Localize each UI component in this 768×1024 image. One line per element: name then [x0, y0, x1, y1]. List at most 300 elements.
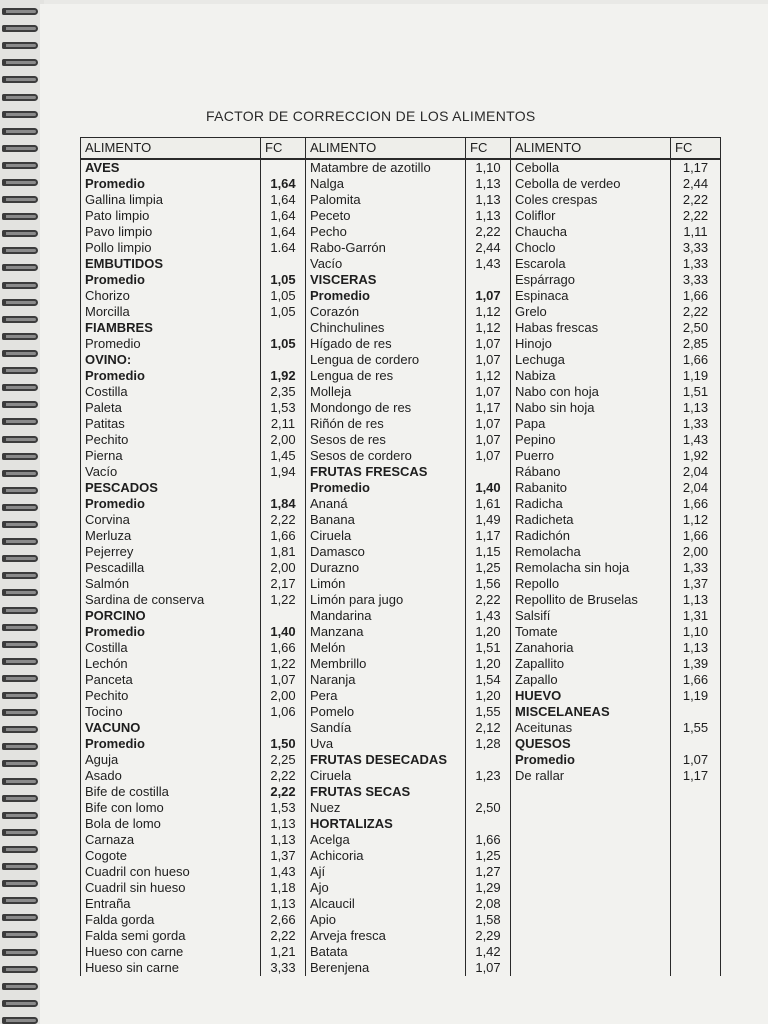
table-row — [81, 640, 721, 656]
food-name: Entraña — [81, 896, 261, 912]
food-name: Panceta — [81, 672, 261, 688]
table-row — [81, 816, 721, 832]
food-name: Promedio — [81, 624, 261, 640]
food-name: Hueso sin carne — [81, 960, 261, 976]
food-name: Carnaza — [81, 832, 261, 848]
page-title: FACTOR DE CORRECCION DE LOS ALIMENTOS — [206, 108, 536, 124]
spiral-ring — [2, 521, 38, 528]
food-name — [511, 896, 671, 912]
food-name: Hinojo — [511, 336, 671, 352]
fc-value: 2,22 — [671, 208, 721, 224]
food-name: Pejerrey — [81, 544, 261, 560]
correction-factor-table — [80, 137, 721, 976]
food-name: Chorizo — [81, 288, 261, 304]
fc-value — [671, 832, 721, 848]
spiral-ring — [2, 76, 38, 83]
fc-value: 1,49 — [466, 512, 511, 528]
food-name — [511, 960, 671, 976]
fc-value: 2,85 — [671, 336, 721, 352]
fc-value: 1,64 — [261, 208, 306, 224]
food-name: Hueso con carne — [81, 944, 261, 960]
food-name: Choclo — [511, 240, 671, 256]
food-name: AVES — [81, 159, 261, 176]
spiral-ring — [2, 692, 38, 699]
spiral-ring — [2, 8, 38, 15]
fc-value: 1,55 — [466, 704, 511, 720]
food-name: Uva — [306, 736, 466, 752]
spiral-ring — [2, 418, 38, 425]
food-name: Costilla — [81, 640, 261, 656]
food-name: Ciruela — [306, 528, 466, 544]
table-row — [81, 416, 721, 432]
table-row — [81, 256, 721, 272]
food-name: PESCADOS — [81, 480, 261, 496]
fc-value: 1,43 — [671, 432, 721, 448]
fc-value: 1,25 — [466, 848, 511, 864]
food-name: Pepino — [511, 432, 671, 448]
food-name: Cuadril sin hueso — [81, 880, 261, 896]
food-name: Ají — [306, 864, 466, 880]
fc-value — [261, 256, 306, 272]
food-name: Promedio — [81, 368, 261, 384]
fc-value — [671, 704, 721, 720]
table-row — [81, 576, 721, 592]
fc-value: 1,13 — [671, 640, 721, 656]
food-name: Falda semi gorda — [81, 928, 261, 944]
fc-value: 1,13 — [671, 592, 721, 608]
spiral-ring — [2, 128, 38, 135]
fc-value: 1,13 — [671, 400, 721, 416]
food-name: HORTALIZAS — [306, 816, 466, 832]
food-name: Aguja — [81, 752, 261, 768]
food-name: Cebolla — [511, 159, 671, 176]
table-row — [81, 304, 721, 320]
fc-value: 2,35 — [261, 384, 306, 400]
spiral-ring — [2, 25, 38, 32]
food-name: Radicha — [511, 496, 671, 512]
spiral-ring — [2, 624, 38, 631]
table-row — [81, 288, 721, 304]
fc-value: 1,53 — [261, 800, 306, 816]
fc-value: 1,64 — [261, 176, 306, 192]
fc-value: 2,00 — [261, 560, 306, 576]
spiral-ring — [2, 196, 38, 203]
fc-value: 1,12 — [671, 512, 721, 528]
spiral-ring — [2, 760, 38, 767]
fc-value: 1,11 — [671, 224, 721, 240]
spiral-ring — [2, 829, 38, 836]
table-row — [81, 159, 721, 176]
fc-value: 2,11 — [261, 416, 306, 432]
food-name: Nuez — [306, 800, 466, 816]
food-name: VACUNO — [81, 720, 261, 736]
food-name: Vacío — [81, 464, 261, 480]
fc-value: 1,17 — [671, 768, 721, 784]
table-row — [81, 432, 721, 448]
table-row — [81, 784, 721, 800]
food-name: Sandía — [306, 720, 466, 736]
spiral-ring — [2, 555, 38, 562]
food-name: Escarola — [511, 256, 671, 272]
food-name: Pechito — [81, 432, 261, 448]
fc-value — [466, 784, 511, 800]
food-name: Lengua de cordero — [306, 352, 466, 368]
fc-value: 2,50 — [671, 320, 721, 336]
fc-value: 1,20 — [466, 688, 511, 704]
fc-value: 1,13 — [466, 176, 511, 192]
fc-value: 1,19 — [671, 688, 721, 704]
food-name: Falda gorda — [81, 912, 261, 928]
food-name — [511, 880, 671, 896]
fc-value: 1,12 — [466, 320, 511, 336]
food-name: Acelga — [306, 832, 466, 848]
fc-value: 1,29 — [466, 880, 511, 896]
table-row — [81, 224, 721, 240]
food-name: Nabo sin hoja — [511, 400, 671, 416]
food-name: Cogote — [81, 848, 261, 864]
table-row — [81, 192, 721, 208]
fc-value: 1,05 — [261, 304, 306, 320]
spiral-ring — [2, 709, 38, 716]
food-name: Palomita — [306, 192, 466, 208]
fc-value: 2,29 — [466, 928, 511, 944]
food-name: Lechuga — [511, 352, 671, 368]
table-row — [81, 352, 721, 368]
food-name: Promedio — [81, 336, 261, 352]
table-row — [81, 560, 721, 576]
spiral-ring — [2, 880, 38, 887]
fc-value: 2,25 — [261, 752, 306, 768]
food-name: Promedio — [306, 288, 466, 304]
table-row — [81, 496, 721, 512]
fc-value: 1,66 — [671, 288, 721, 304]
fc-value: 1,13 — [261, 816, 306, 832]
fc-value: 2,44 — [671, 176, 721, 192]
table-header-row — [81, 138, 721, 160]
spiral-ring — [2, 795, 38, 802]
fc-value: 1,22 — [261, 592, 306, 608]
fc-value: 1,07 — [466, 384, 511, 400]
fc-value: 1,07 — [466, 448, 511, 464]
food-name: Pato limpio — [81, 208, 261, 224]
fc-value: 1,07 — [261, 672, 306, 688]
spiral-ring — [2, 983, 38, 990]
spiral-ring — [2, 607, 38, 614]
food-name: Zanahoria — [511, 640, 671, 656]
food-name: Aceitunas — [511, 720, 671, 736]
spiral-ring — [2, 641, 38, 648]
spiral-ring — [2, 299, 38, 306]
fc-value: 1,51 — [671, 384, 721, 400]
table-row — [81, 176, 721, 192]
food-name: Chaucha — [511, 224, 671, 240]
fc-value: 1,13 — [261, 896, 306, 912]
spiral-ring — [2, 504, 38, 511]
fc-value — [671, 848, 721, 864]
food-name: Patitas — [81, 416, 261, 432]
food-name — [511, 832, 671, 848]
food-name: Melón — [306, 640, 466, 656]
spiral-ring — [2, 401, 38, 408]
spiral-ring — [2, 966, 38, 973]
fc-value: 1,64 — [261, 224, 306, 240]
spiral-ring — [2, 42, 38, 49]
food-name: Promedio — [81, 496, 261, 512]
fc-value: 1,17 — [466, 400, 511, 416]
spiral-ring — [2, 333, 38, 340]
fc-value: 1,13 — [466, 208, 511, 224]
food-name: Chinchulines — [306, 320, 466, 336]
food-name: Bola de lomo — [81, 816, 261, 832]
fc-value: 1.64 — [261, 240, 306, 256]
food-name: Molleja — [306, 384, 466, 400]
fc-value — [466, 752, 511, 768]
fc-value — [671, 896, 721, 912]
fc-value — [671, 960, 721, 976]
table-row — [81, 480, 721, 496]
fc-value — [261, 720, 306, 736]
fc-value: 2,22 — [261, 768, 306, 784]
table-row — [81, 768, 721, 784]
food-name: Manzana — [306, 624, 466, 640]
spiral-ring — [2, 264, 38, 271]
spiral-ring — [2, 436, 38, 443]
food-name: Coles crespas — [511, 192, 671, 208]
spiral-ring — [2, 538, 38, 545]
food-name: Corvina — [81, 512, 261, 528]
fc-value: 3,33 — [671, 240, 721, 256]
food-name: Limón — [306, 576, 466, 592]
fc-value: 1,92 — [261, 368, 306, 384]
spiral-ring — [2, 453, 38, 460]
fc-value: 1,17 — [466, 528, 511, 544]
fc-value: 1,64 — [261, 192, 306, 208]
fc-value: 1,92 — [671, 448, 721, 464]
fc-value: 2,12 — [466, 720, 511, 736]
table-row — [81, 272, 721, 288]
food-name: Arveja fresca — [306, 928, 466, 944]
food-name: Batata — [306, 944, 466, 960]
spiral-ring — [2, 213, 38, 220]
food-name: Bife con lomo — [81, 800, 261, 816]
table-row — [81, 320, 721, 336]
food-name: Pescadilla — [81, 560, 261, 576]
fc-value: 1,07 — [466, 288, 511, 304]
food-name: PORCINO — [81, 608, 261, 624]
spiral-ring — [2, 846, 38, 853]
fc-value — [671, 944, 721, 960]
table-row — [81, 752, 721, 768]
food-name: Tomate — [511, 624, 671, 640]
fc-value: 1,27 — [466, 864, 511, 880]
food-name: Pierna — [81, 448, 261, 464]
fc-value: 2,08 — [466, 896, 511, 912]
fc-value: 1,37 — [671, 576, 721, 592]
spiral-ring — [2, 931, 38, 938]
fc-value: 1,39 — [671, 656, 721, 672]
table-row — [81, 960, 721, 976]
food-name: Radicheta — [511, 512, 671, 528]
table-row — [81, 368, 721, 384]
food-name: EMBUTIDOS — [81, 256, 261, 272]
spiral-ring — [2, 145, 38, 152]
food-name: Pavo limpio — [81, 224, 261, 240]
food-name: Promedio — [81, 736, 261, 752]
spiral-ring — [2, 350, 38, 357]
fc-value — [671, 880, 721, 896]
fc-value: 1,33 — [671, 416, 721, 432]
fc-value: 1,07 — [466, 336, 511, 352]
food-name: Repollo — [511, 576, 671, 592]
fc-value: 1,42 — [466, 944, 511, 960]
fc-value: 1,53 — [261, 400, 306, 416]
fc-value: 1,19 — [671, 368, 721, 384]
spiral-ring — [2, 282, 38, 289]
table-row — [81, 864, 721, 880]
fc-value: 1,13 — [466, 192, 511, 208]
food-name: Achicoria — [306, 848, 466, 864]
fc-value: 2,00 — [671, 544, 721, 560]
food-name: Vacío — [306, 256, 466, 272]
fc-value: 1,07 — [466, 416, 511, 432]
spiral-ring — [2, 743, 38, 750]
table-row — [81, 208, 721, 224]
food-name: Sesos de res — [306, 432, 466, 448]
fc-value — [466, 816, 511, 832]
food-name: Pollo limpio — [81, 240, 261, 256]
food-name: Promedio — [306, 480, 466, 496]
food-name: Promedio — [511, 752, 671, 768]
food-name: Paleta — [81, 400, 261, 416]
fc-value: 2,50 — [466, 800, 511, 816]
fc-value: 1,07 — [466, 960, 511, 976]
food-name: Matambre de azotillo — [306, 159, 466, 176]
header-fc-2: FC — [466, 138, 511, 160]
food-name: FRUTAS SECAS — [306, 784, 466, 800]
fc-value: 1,07 — [671, 752, 721, 768]
food-name: Pecho — [306, 224, 466, 240]
food-name — [511, 848, 671, 864]
fc-value: 1,43 — [466, 608, 511, 624]
table-row — [81, 528, 721, 544]
spiral-ring — [2, 59, 38, 66]
table-row — [81, 720, 721, 736]
spiral-ring — [2, 162, 38, 169]
fc-value — [261, 159, 306, 176]
food-name: Sardina de conserva — [81, 592, 261, 608]
fc-value — [261, 608, 306, 624]
food-name: QUESOS — [511, 736, 671, 752]
fc-value: 1,28 — [466, 736, 511, 752]
food-name: Rabo-Garrón — [306, 240, 466, 256]
fc-value — [671, 816, 721, 832]
fc-value: 1,20 — [466, 624, 511, 640]
food-name — [511, 944, 671, 960]
food-name: Cebolla de verdeo — [511, 176, 671, 192]
fc-value — [261, 320, 306, 336]
spiral-ring — [2, 572, 38, 579]
food-name: Morcilla — [81, 304, 261, 320]
food-name: Promedio — [81, 176, 261, 192]
spiral-ring — [2, 247, 38, 254]
food-name: Salsifí — [511, 608, 671, 624]
spiral-ring — [2, 726, 38, 733]
header-fc-3: FC — [671, 138, 721, 160]
fc-value — [671, 736, 721, 752]
table-row — [81, 656, 721, 672]
food-name: Asado — [81, 768, 261, 784]
header-food-3: ALIMENTO — [511, 138, 671, 160]
food-name — [511, 800, 671, 816]
fc-value — [466, 464, 511, 480]
fc-value: 1,18 — [261, 880, 306, 896]
header-food-2: ALIMENTO — [306, 138, 466, 160]
food-name: Merluza — [81, 528, 261, 544]
spiral-ring — [2, 1017, 38, 1024]
fc-value: 3,33 — [261, 960, 306, 976]
fc-value — [671, 784, 721, 800]
food-name: Sesos de cordero — [306, 448, 466, 464]
fc-value: 1,33 — [671, 256, 721, 272]
fc-value: 1,66 — [671, 352, 721, 368]
spiral-ring — [2, 111, 38, 118]
food-name: Costilla — [81, 384, 261, 400]
fc-value: 1,05 — [261, 288, 306, 304]
fc-value: 1,33 — [671, 560, 721, 576]
spiral-ring — [2, 914, 38, 921]
spiral-ring — [2, 487, 38, 494]
fc-value: 1,21 — [261, 944, 306, 960]
table-row — [81, 448, 721, 464]
food-name: Mandarina — [306, 608, 466, 624]
food-name — [511, 816, 671, 832]
table-row — [81, 464, 721, 480]
food-name: De rallar — [511, 768, 671, 784]
fc-value: 1,40 — [261, 624, 306, 640]
food-name: Lengua de res — [306, 368, 466, 384]
table-row — [81, 736, 721, 752]
food-name: Habas frescas — [511, 320, 671, 336]
fc-value: 1,50 — [261, 736, 306, 752]
food-name: Espárrago — [511, 272, 671, 288]
food-name: Ciruela — [306, 768, 466, 784]
spiral-ring — [2, 949, 38, 956]
table-row — [81, 688, 721, 704]
fc-value: 2,22 — [261, 928, 306, 944]
fc-value: 1,25 — [466, 560, 511, 576]
table-row — [81, 896, 721, 912]
food-name: Berenjena — [306, 960, 466, 976]
fc-value: 1,12 — [466, 304, 511, 320]
fc-value — [671, 800, 721, 816]
spiral-ring — [2, 658, 38, 665]
fc-value: 1,61 — [466, 496, 511, 512]
table-row — [81, 912, 721, 928]
fc-value: 1,66 — [671, 672, 721, 688]
fc-value: 2,22 — [466, 224, 511, 240]
food-name: Banana — [306, 512, 466, 528]
fc-value: 1,23 — [466, 768, 511, 784]
fc-value: 2,66 — [261, 912, 306, 928]
food-name: Hígado de res — [306, 336, 466, 352]
food-name: Remolacha — [511, 544, 671, 560]
table-row — [81, 384, 721, 400]
fc-value: 1,12 — [466, 368, 511, 384]
fc-value: 1,94 — [261, 464, 306, 480]
fc-value: 1,66 — [261, 528, 306, 544]
food-name: Zapallo — [511, 672, 671, 688]
spiral-ring — [2, 812, 38, 819]
